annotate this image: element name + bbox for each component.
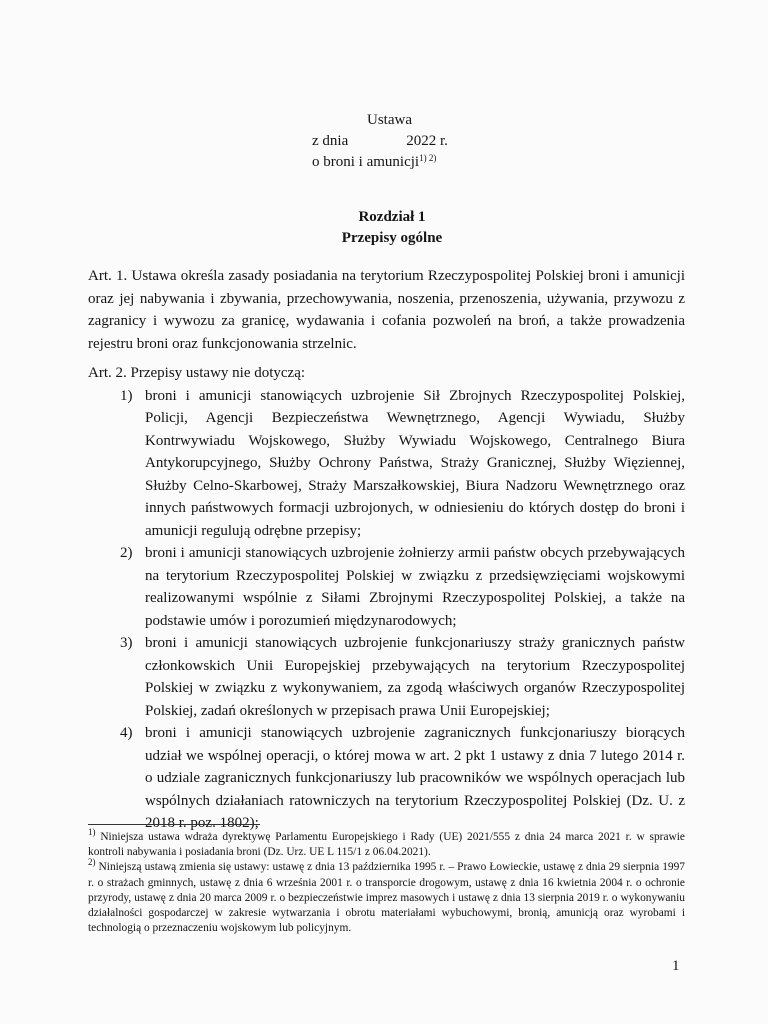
list-item [88, 632, 685, 722]
act-subject-text: o broni i amunicji [312, 154, 420, 170]
chapter-heading [0, 207, 768, 249]
list-item-number: 1) [120, 387, 133, 404]
article-2 [88, 362, 685, 835]
list-item [88, 542, 685, 632]
list-item [88, 722, 685, 835]
list-item [88, 385, 685, 543]
act-header [312, 110, 448, 173]
footnote-separator [88, 824, 260, 825]
footnotes [88, 827, 685, 936]
act-date-prefix: z dnia [312, 133, 349, 149]
list-item-text: broni i amunicji stanowiących uzbrojenie funkcjonariuszy straży granicznych państw członkowskich Unii Europejskiej przebywających na terytorium Rzeczypospolitej Polskiej w związku z wykonywaniem, za zgodą właściwych organów Rzeczypospolitej Polskiej, zadań określonych w przepisach prawa Unii Europejskiej; [145, 635, 685, 719]
chapter-name: Przepisy ogólne [341, 230, 443, 246]
list-item-number: 4) [120, 725, 133, 741]
footnote-text: Niniejszą ustawą zmienia się ustawy: ustawę z dnia 13 października 1995 r. – Prawo Łowieckie, ustawę z dnia 29 sierpnia 1997 r. o strażach gminnych, ustawę z dnia 6 września 2001 r. o transporcie drogowym, ustawę z dnia 16 kwietnia 2004 r. o ochronie przyrody, ustawę z dnia 20 marca 2009 r. o bezpieczeństwie imprez masowych i ustawę z dnia 13 sierpnia 2019 r. o wykonywaniu działalności gospodarczej w zakresie wytwarzania i obrotu materiałami wybuchowymi, bronią, amunicją oraz wyrobami i technologią o przeznaczeniu wojskowym lub policyjnym. [88, 861, 685, 935]
footnote-mark: 1) [88, 827, 96, 837]
chapter-number: Rozdział 1 [358, 209, 426, 225]
article-2-list [88, 385, 685, 835]
list-item-number: 3) [120, 635, 133, 651]
act-title: Ustawa [367, 112, 412, 128]
list-item-number: 2) [120, 545, 133, 561]
footnote [88, 857, 685, 936]
footnote-mark: 2) [88, 857, 96, 868]
act-subject-footnote-refs: 1) 2) [419, 153, 437, 163]
footnote-text: Niniejsza ustawa wdraża dyrektywę Parlamentu Europejskiego i Rady (UE) 2021/555 z dnia 24 marca 2021 r. w sprawie kontroli nabywania i posiadania broni (Dz. Urz. UE L 115/1 z 06.04.2021). [88, 831, 685, 859]
act-date [312, 131, 448, 152]
list-item-text: broni i amunicji stanowiących uzbrojenie zagranicznych funkcjonariuszy biorących udział we wspólnej operacji, o której mowa w art. 2 pkt 1 ustawy z dnia 7 lutego 2014 r. o udziale zagranicznych funkcjonariuszy lub pracowników we wspólnych operacjach lub wspólnych działaniach ratowniczych na terytorium Rzeczypospolitej Polskiej (Dz. U. z 2018 r. poz. 1802); [145, 725, 685, 831]
page-number: 1 [672, 958, 680, 974]
act-subject [312, 152, 448, 173]
act-date-year: 2022 r. [406, 133, 448, 149]
article-2-intro: Art. 2. Przepisy ustawy nie dotyczą: [88, 365, 306, 381]
list-item-text: broni i amunicji stanowiących uzbrojenie Sił Zbrojnych Rzeczypospolitej Polskiej, Policji, Agencji Bezpieczeństwa Wewnętrznego, Agencji Wywiadu, Służby Kontrwywiadu Wojskowego, Służby Wywiadu Wojskowego, Centralnego Biura Antykorupcyjnego, Służby Ochrony Państwa, Straży Granicznej, Służby Więziennej, Służby Celno-Skarbowej, Straży Marszałkowskiej, Biura Nadzoru Wewnętrznego oraz innych państwowych formacji uzbrojonych, w odniesieniu do których dostęp do broni i amunicji regulują odrębne przepisy; [145, 387, 685, 539]
article-1: Art. 1. Ustawa określa zasady posiadania na terytorium Rzeczypospolitej Polskiej broni i amunicji oraz jej nabywania i zbywania, przechowywania, noszenia, przenoszenia, używania, przywozu z zagranicy i wywozu za granicę, wydawania i cofania pozwoleń na broń, a także prowadzenia rejestru broni oraz funkcjonowania strzelnic. [88, 268, 685, 352]
list-item-text: broni i amunicji stanowiących uzbrojenie żołnierzy armii państw obcych przebywających na terytorium Rzeczypospolitej Polskiej w związku z przedsięwzięciami wojskowymi realizowanymi wspólnie z Siłami Zbrojnymi Rzeczypospolitej Polskiej, a także na podstawie umów i porozumień międzynarodowych; [145, 545, 685, 629]
footnote [88, 827, 685, 860]
